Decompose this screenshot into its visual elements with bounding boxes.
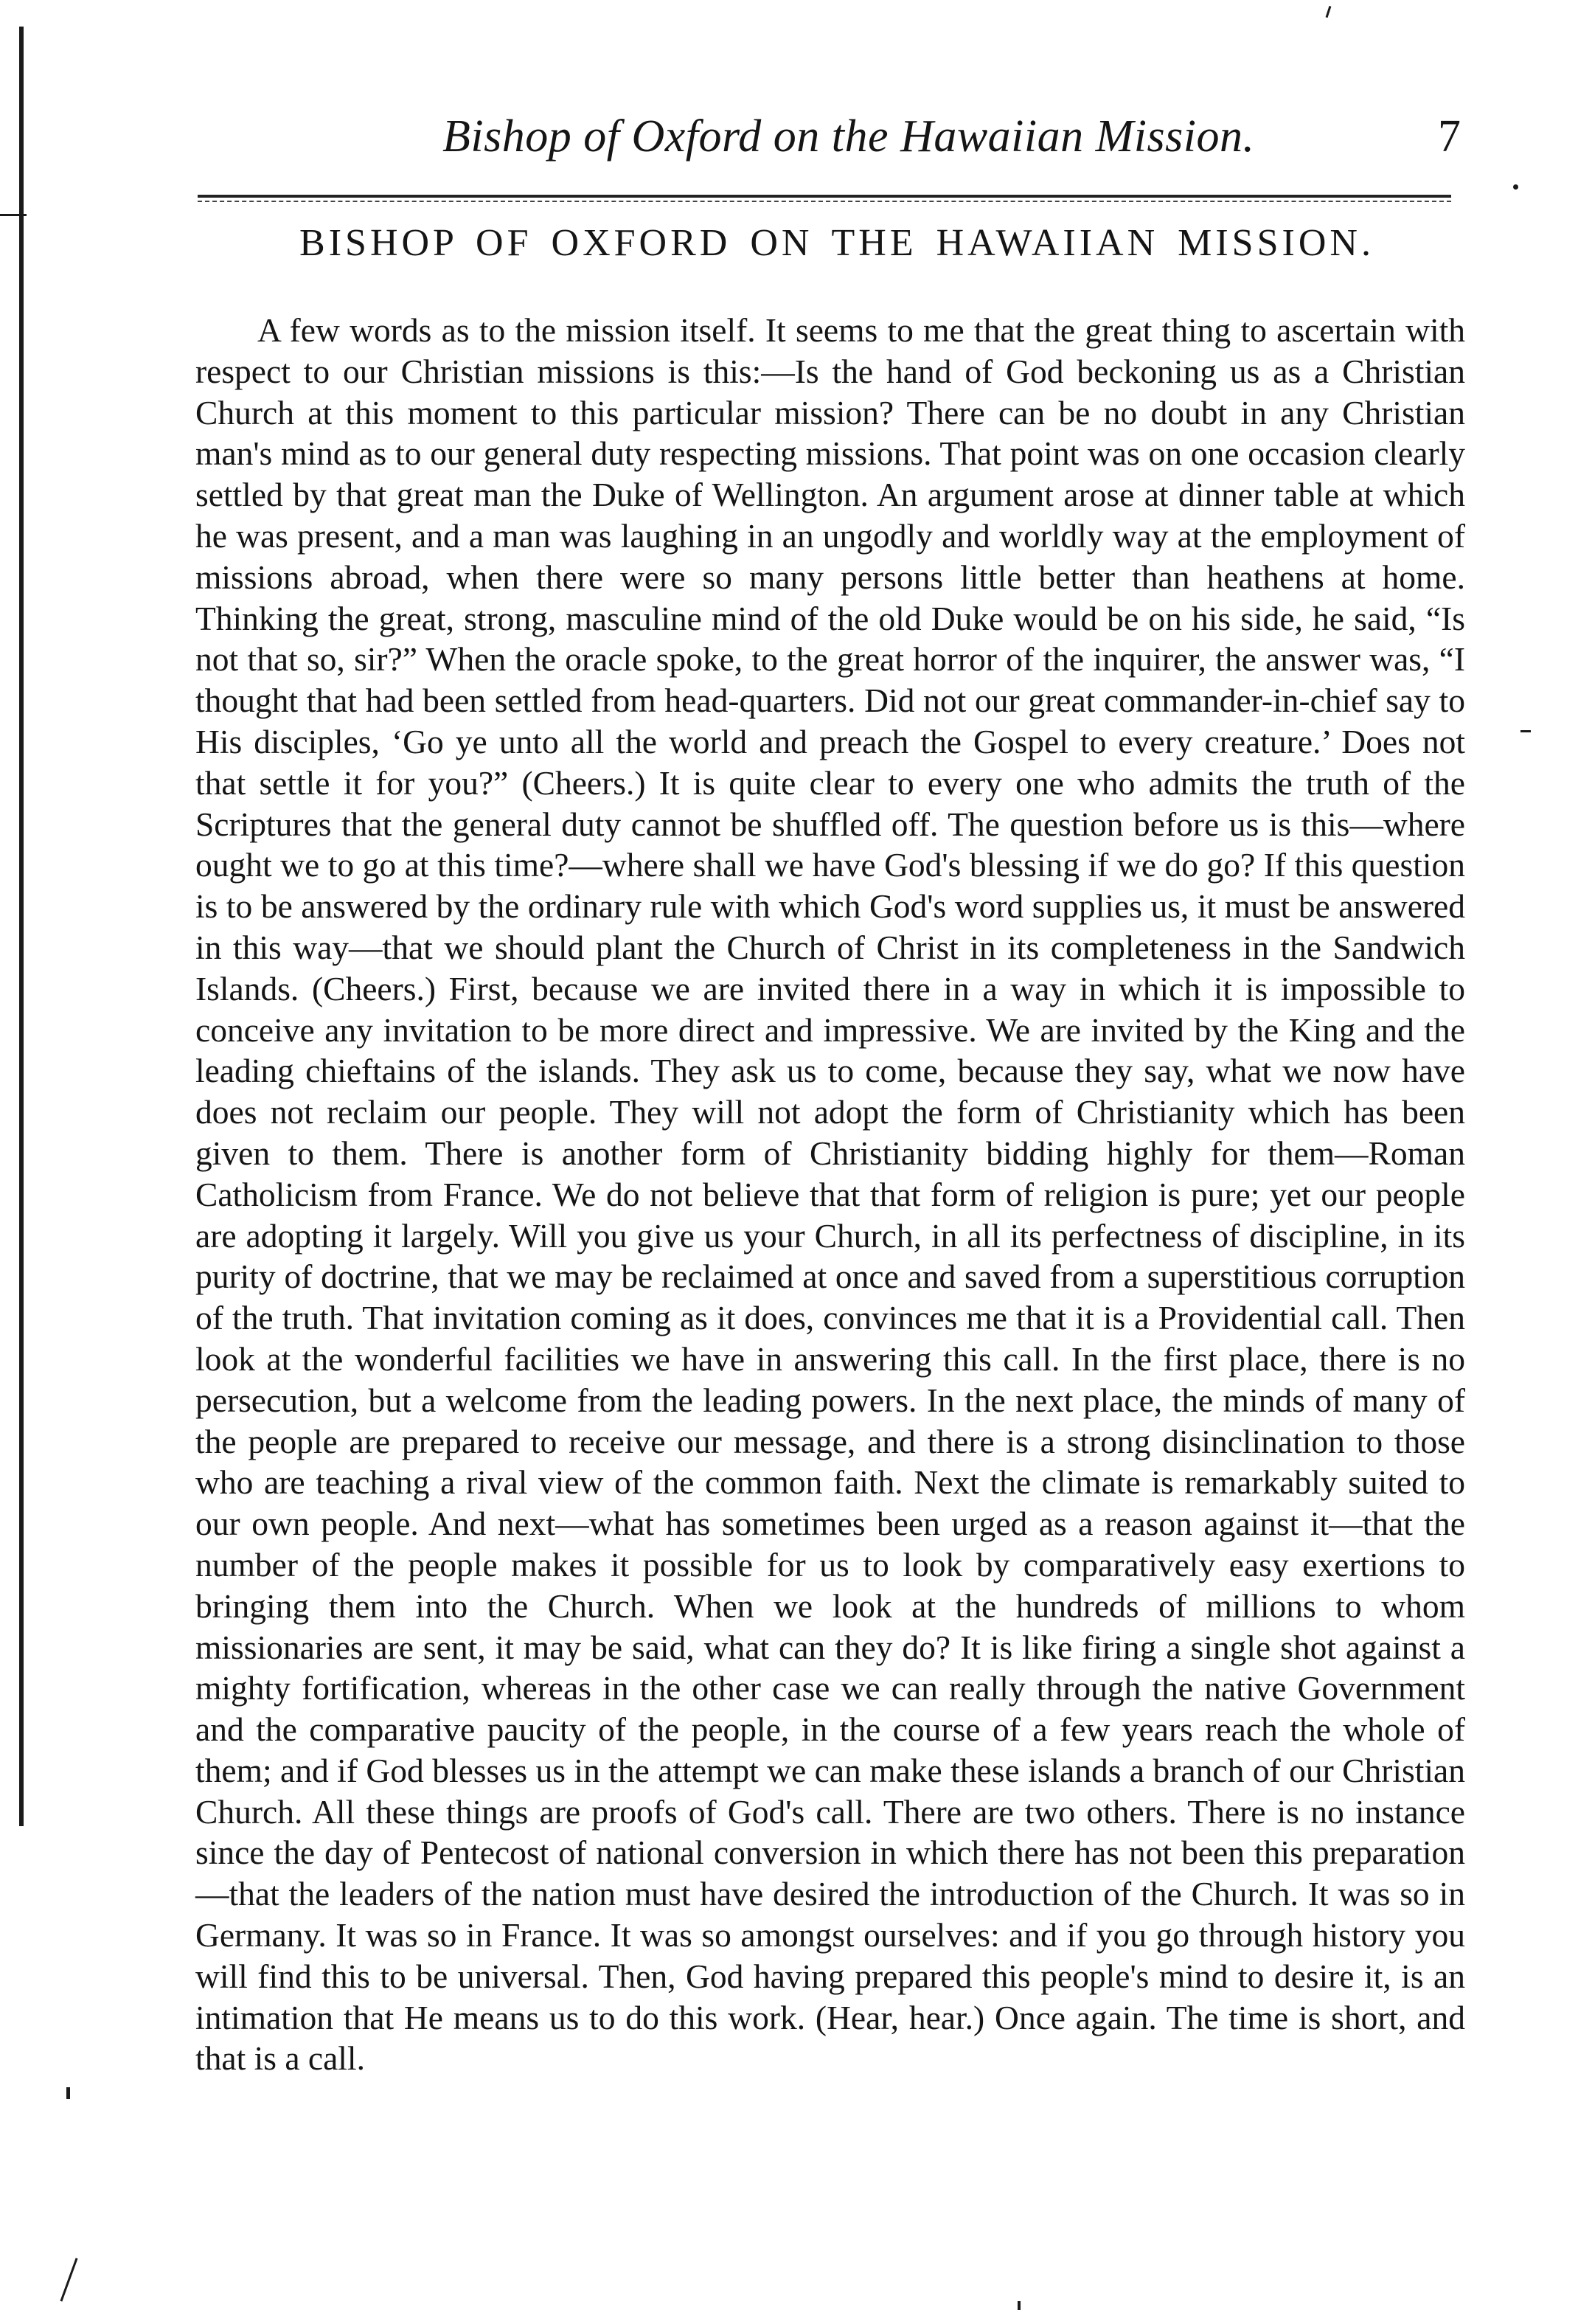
scan-mark bbox=[1326, 6, 1332, 18]
scan-mark bbox=[60, 2258, 77, 2301]
running-head bbox=[442, 111, 1504, 163]
scan-mark bbox=[0, 214, 27, 216]
running-head-title: Bishop of Oxford on the Hawaiian Mission. bbox=[442, 111, 1255, 162]
scan-mark bbox=[1018, 2301, 1021, 2310]
binding-edge-line bbox=[19, 27, 24, 1826]
header-rule-dashed bbox=[198, 201, 1451, 202]
article-title: BISHOP OF OXFORD ON THE HAWAIIAN MISSION. bbox=[299, 222, 1374, 264]
scan-mark bbox=[1520, 730, 1531, 732]
header-rule bbox=[198, 195, 1451, 198]
scan-mark bbox=[1513, 184, 1518, 190]
scan-mark bbox=[66, 2087, 70, 2099]
page-number: 7 bbox=[1438, 111, 1461, 162]
article-body: A few words as to the mission itself. It seems to me that the great thing to ascertain with respect to our Christian missions is this:—Is the hand of God beckoning us as a Christian Church at this moment to this particular mission? There can be no doubt in any Christian man's mind as to our general duty respecting missions. That point was on one occasion clearly settled by that great man the Duke of Wellington. An argument arose at dinner table at which he was present, and a man was laughing in an ungodly and worldly way at the employment of missions abroad, when there were so many persons little better than heathens at home. Thinking the great, strong, masculine mind of the old Duke would be on his side, he said, “Is not that so, sir?” When the oracle spoke, to the great horror of the inquirer, the answer was, “I thought that had been settled from head-quarters. Did not our great commander-in-chief say to His disciples, ‘Go ye unto all the world and preach the Gospel to every creature.’ Does not that settle it for you?” (Cheers.) It is quite clear to every one who admits the truth of the Scriptures that the general duty cannot be shuffled off. The question before us is this—where ought we to go at this time?—where shall we have God's blessing if we do go? If this question is to be answered by the ordinary rule with which God's word supplies us, it must be answered in this way—that we should plant the Church of Christ in its completeness in the Sandwich Islands. (Cheers.) First, because we are invited there in a way in which it is impossible to conceive any invitation to be more direct and impressive. We are invited by the King and the leading chieftains of the islands. They ask us to come, because they say, what we now have does not reclaim our people. They will not adopt the form of Christianity which has been given to them. There is another form of Christianity bidding highly for them—Roman Catholicism from France. We do not believe that that form of religion is pure; yet our people are adopting it largely. Will you give us your Church, in all its perfectness of discipline, in its purity of doctrine, that we may be reclaimed at once and saved from a superstitious corruption of the truth. That invitation coming as it does, convinces me that it is a Providential call. Then look at the wonderful facilities we have in answering this call. In the first place, there is no persecution, but a welcome from the leading powers. In the next place, the minds of many of the people are prepared to receive our message, and there is a strong disinclination to those who are teaching a rival view of the common faith. Next the climate is remarkably suited to our own people. And next—what has sometimes been urged as a reason against it—that the number of the people makes it possible for us to look by comparatively easy exertions to bringing them into the Church. When we look at the hundreds of millions to whom missionaries are sent, it may be said, what can they do? It is like firing a single shot against a mighty fortification, whereas in the other case we can really through the native Government and the comparative paucity of the people, in the course of a few years reach the whole of them; and if God blesses us in the attempt we can make these islands a branch of our Christian Church. All these things are proofs of God's call. There are two others. There is no instance since the day of Pentecost of national conversion in which there has not been this preparation—that the leaders of the nation must have desired the introduction of the Church. It was so in Germany. It was so in France. It was so amongst ourselves: and if you go through history you will find this to be universal. Then, God having prepared this people's mind to desire it, is an intimation that He means us to do this work. (Hear, hear.) Once again. The time is short, and that is a call. bbox=[195, 311, 1465, 2078]
